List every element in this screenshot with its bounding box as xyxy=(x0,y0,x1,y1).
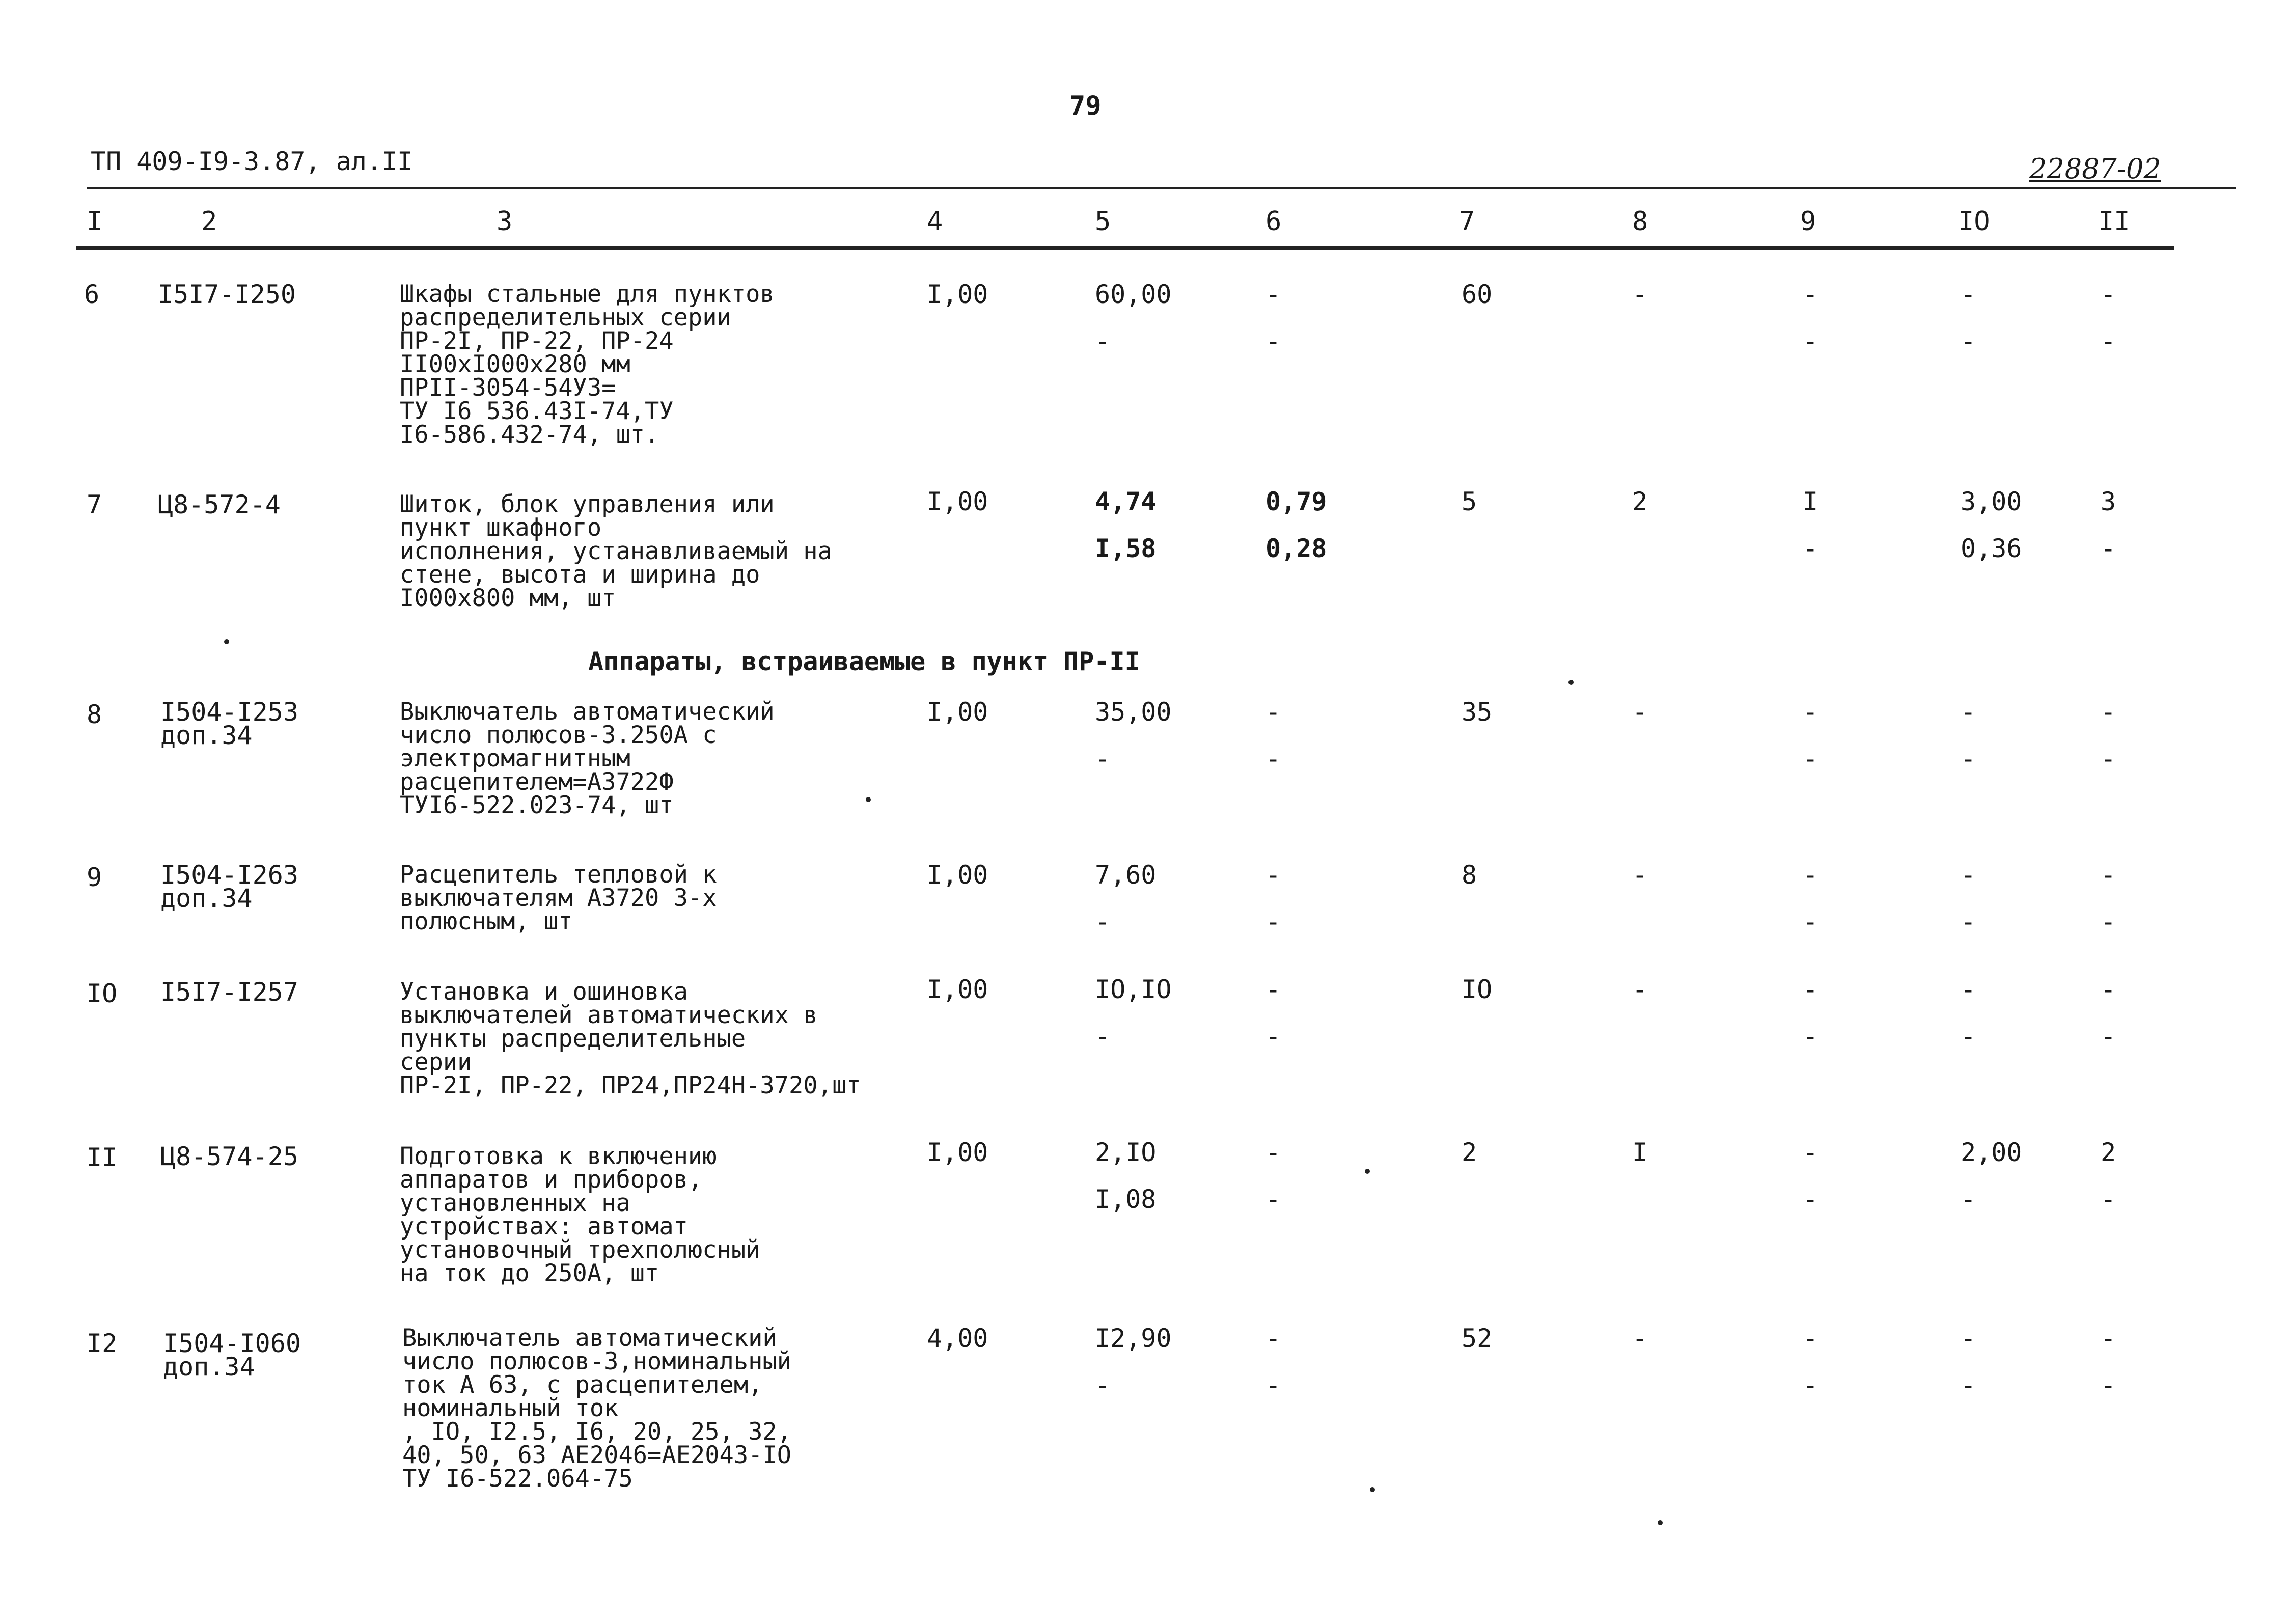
col-8-value: I xyxy=(1632,1138,1648,1167)
row-number: 6 xyxy=(84,280,100,309)
price-code: I5I7-I250 xyxy=(158,280,296,309)
col-9-value: - - xyxy=(1803,860,1819,937)
item-description: Шкафы стальные для пунктов распределительных серии ПР-2I, ПР-22, ПР-24 II00xI000x280 мм ПРII-3054-54У3= ТУ I6 536.43I-74,ТУ I6-586.432-74, шт. xyxy=(400,280,775,449)
column-header-5: 5 xyxy=(1095,206,1111,237)
col-11-value: 2 - xyxy=(2101,1138,2116,1214)
col-5-value: 35,00 - xyxy=(1095,697,1172,774)
column-header-4: 4 xyxy=(927,206,943,237)
scan-speck xyxy=(866,797,871,802)
col-8-value: - xyxy=(1632,1324,1648,1353)
col-9-value: - - xyxy=(1803,1138,1819,1214)
scan-speck xyxy=(224,639,229,644)
col-11-value: - - xyxy=(2101,975,2116,1051)
price-code: I504-I263 доп.34 xyxy=(160,860,298,913)
col-6-value: - - xyxy=(1265,975,1281,1051)
col-9-value: - - xyxy=(1803,975,1819,1051)
row-number: 7 xyxy=(87,490,102,519)
col-9-value: - - xyxy=(1803,697,1819,774)
column-header-10: IO xyxy=(1958,206,1990,237)
col-5-value: IO,IO - xyxy=(1095,975,1172,1051)
column-header-8: 8 xyxy=(1632,206,1648,237)
col-6-value: 0,79 0,28 xyxy=(1265,487,1327,563)
col-11-value: - - xyxy=(2101,697,2116,774)
column-header-1: I xyxy=(87,206,103,237)
scan-speck xyxy=(1370,1487,1375,1492)
row-number: 9 xyxy=(87,863,102,892)
col-5-value: 60,00 - xyxy=(1095,280,1172,356)
item-description: Выключатель автоматический число полюсов-3.250А с электромагнитным расцепителем=А3722Ф ТУI6-522.023-74, шт xyxy=(400,698,775,819)
col-6-value: - - xyxy=(1265,1138,1281,1214)
document-code: ТП 409-I9-3.87, ал.II xyxy=(91,147,413,176)
col-11-value: - - xyxy=(2101,280,2116,356)
col-10-value: - - xyxy=(1961,975,1976,1051)
scan-speck xyxy=(1365,1169,1370,1174)
price-code: Ц8-574-25 xyxy=(160,1142,298,1171)
col-7-value: 52 xyxy=(1462,1324,1493,1353)
scan-speck xyxy=(1658,1520,1663,1525)
col-8-value: - xyxy=(1632,697,1648,727)
column-header-7: 7 xyxy=(1459,206,1475,237)
col-9-value: - - xyxy=(1803,1324,1819,1400)
col-6-value: - - xyxy=(1265,860,1281,937)
item-description: Установка и ошиновка выключателей автоматических в пункты распределительные серии ПР-2I, ПР-22, ПР24,ПР24Н-3720,шт xyxy=(400,978,861,1099)
col-11-value: 3 - xyxy=(2101,487,2116,563)
quantity: I,00 xyxy=(927,487,988,516)
top-rule xyxy=(87,187,2236,189)
column-header-9: 9 xyxy=(1800,206,1816,237)
price-code: Ц8-572-4 xyxy=(158,490,281,519)
col-8-value: - xyxy=(1632,280,1648,309)
quantity: I,00 xyxy=(927,860,988,890)
quantity: I,00 xyxy=(927,1138,988,1167)
col-9-value: I - xyxy=(1803,487,1819,563)
column-header-3: 3 xyxy=(497,206,513,237)
col-10-value: - - xyxy=(1961,697,1976,774)
price-code: I5I7-I257 xyxy=(160,977,298,1007)
col-10-value: 3,00 0,36 xyxy=(1961,487,2022,563)
col-5-value: I2,90 - xyxy=(1095,1324,1172,1400)
item-description: Подготовка к включению аппаратов и приборов, установленных на устройствах: автомат установочный трехполюсный на ток до 250А, шт xyxy=(400,1142,760,1287)
column-header-2: 2 xyxy=(201,206,217,237)
header-rule xyxy=(76,246,2174,250)
col-5-value: 2,IO I,08 xyxy=(1095,1138,1157,1214)
item-description: Выключатель автоматический число полюсов-3,номинальный ток А 63, с расцепителем, номинальный ток , IO, I2.5, I6, 20, 25, 32, 40, 50, 63 АЕ2046=АЕ2043-IO ТУ I6-522.064-75 xyxy=(402,1324,792,1493)
price-code: I504-I253 доп.34 xyxy=(160,697,298,750)
item-description: Расцепитель тепловой к выключателям А3720 3-х полюсным, шт xyxy=(400,861,717,935)
column-header-11: II xyxy=(2098,206,2130,237)
col-10-value: 2,00 - xyxy=(1961,1138,2022,1214)
col-8-value: 2 xyxy=(1632,487,1648,516)
col-7-value: 5 xyxy=(1462,487,1477,516)
col-11-value: - - xyxy=(2101,860,2116,937)
section-title: Аппараты, встраиваемые в пункт ПР-II xyxy=(588,647,1140,676)
col-5-value: 4,74 I,58 xyxy=(1095,487,1157,563)
row-number: IO xyxy=(87,979,118,1008)
quantity: I,00 xyxy=(927,280,988,309)
col-9-value: - - xyxy=(1803,280,1819,356)
col-8-value: - xyxy=(1632,860,1648,890)
col-7-value: 60 xyxy=(1462,280,1493,309)
col-5-value: 7,60 - xyxy=(1095,860,1157,937)
row-number: 8 xyxy=(87,700,102,729)
col-10-value: - - xyxy=(1961,1324,1976,1400)
scan-speck xyxy=(1568,680,1574,685)
col-8-value: - xyxy=(1632,975,1648,1004)
inventory-number: 22887-02 xyxy=(2029,153,2161,185)
row-number: I2 xyxy=(87,1329,118,1358)
col-7-value: IO xyxy=(1462,975,1493,1004)
col-10-value: - - xyxy=(1961,860,1976,937)
col-11-value: - - xyxy=(2101,1324,2116,1400)
row-number: II xyxy=(87,1143,118,1172)
quantity: I,00 xyxy=(927,975,988,1004)
col-7-value: 8 xyxy=(1462,860,1477,890)
col-6-value: - - xyxy=(1265,1324,1281,1400)
price-code: I504-I060 доп.34 xyxy=(163,1329,301,1382)
column-header-6: 6 xyxy=(1265,206,1282,237)
col-6-value: - - xyxy=(1265,280,1281,356)
col-7-value: 35 xyxy=(1462,697,1493,727)
col-10-value: - - xyxy=(1961,280,1976,356)
page-number: 79 xyxy=(1069,91,1102,121)
col-6-value: - - xyxy=(1265,697,1281,774)
item-description: Шиток, блок управления или пункт шкафного исполнения, устанавливаемый на стене, высота и ширина до I000x800 мм, шт xyxy=(400,490,832,612)
quantity: I,00 xyxy=(927,697,988,727)
quantity: 4,00 xyxy=(927,1324,988,1353)
col-7-value: 2 xyxy=(1462,1138,1477,1167)
